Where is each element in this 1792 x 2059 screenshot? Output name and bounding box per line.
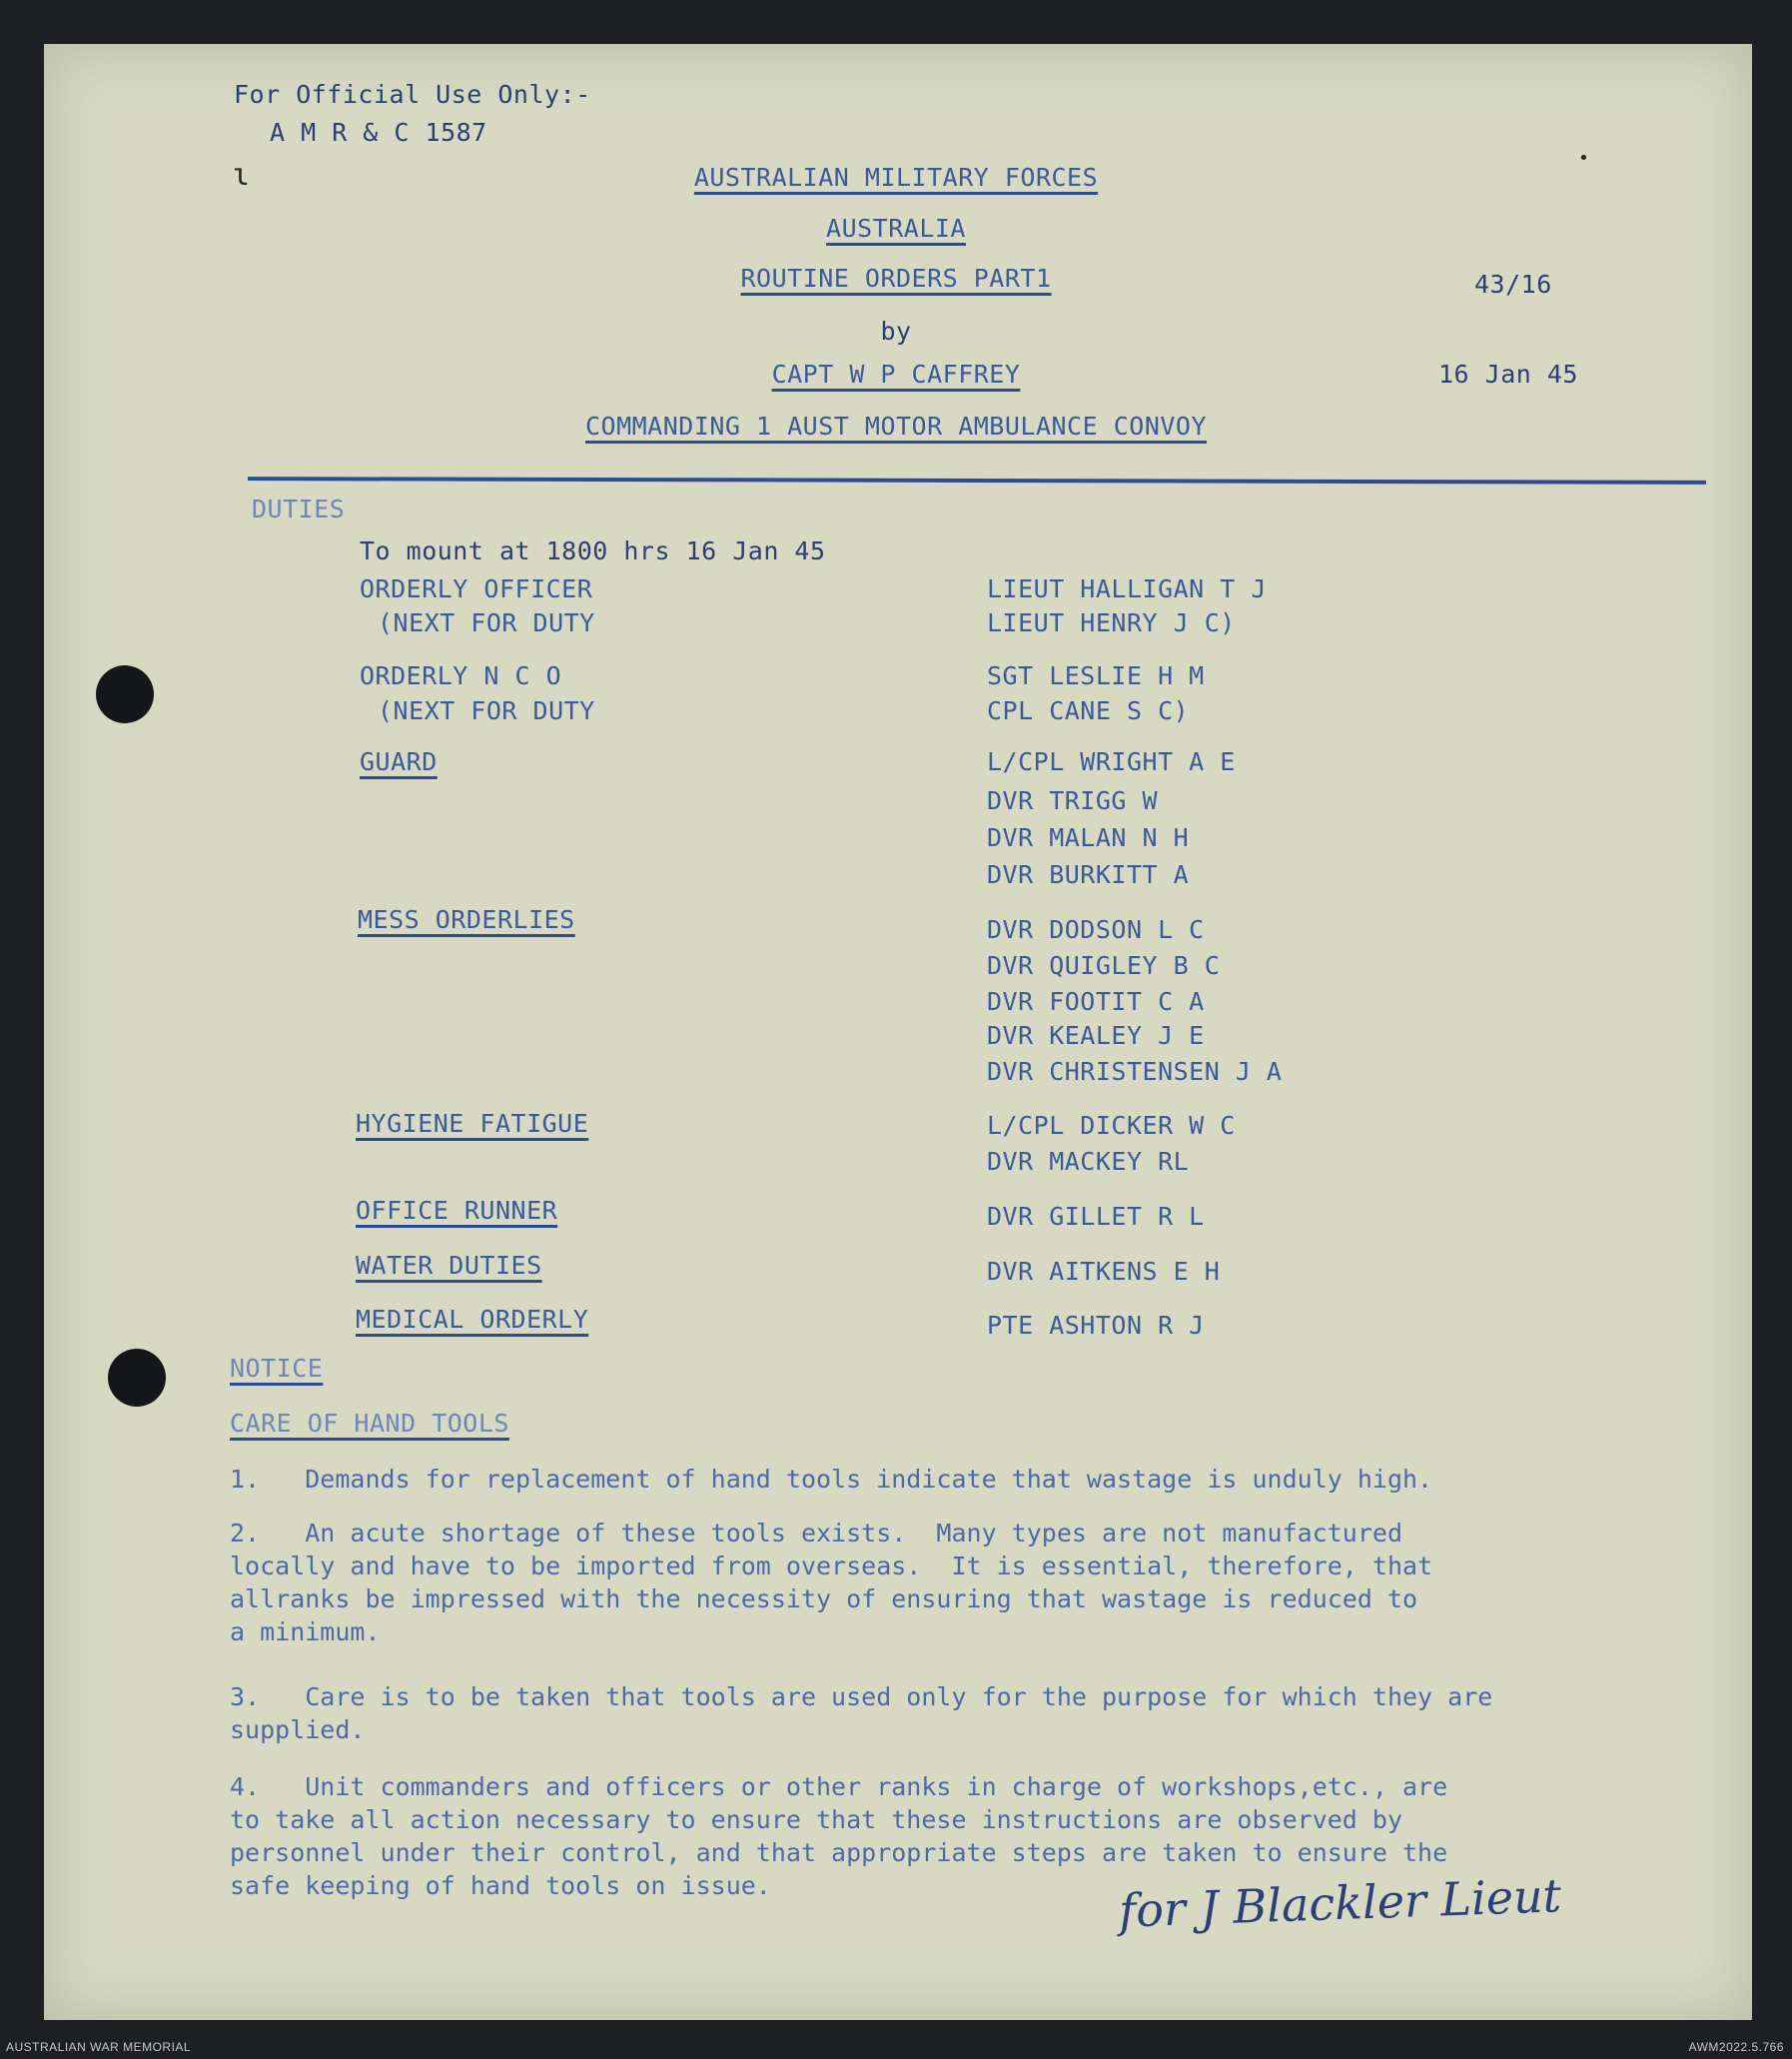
duty-mess-name: DVR CHRISTENSEN J A [987, 1057, 1283, 1086]
notice-paragraph-4: 4. Unit commanders and officers or other ranks in charge of workshops,etc., are to take all action necessary to ensure that these instructions are observed by personnel under their control, and that appropriate steps are taken to ensure the safe keeping of hand tools on issue. [230, 1772, 1448, 1900]
punch-hole [96, 665, 154, 723]
mount-line: To mount at 1800 hrs 16 Jan 45 [360, 536, 826, 565]
header-by: by [880, 317, 912, 346]
pen-mark: • [1578, 148, 1589, 169]
duty-office-runner: OFFICE RUNNER [356, 1196, 558, 1225]
duty-orderly-nco-name: SGT LESLIE H M [987, 661, 1205, 690]
duty-hygiene-name: L/CPL DICKER W C [987, 1111, 1236, 1140]
pen-mark: ɩ [232, 158, 251, 193]
duty-office-name: DVR GILLET R L [987, 1202, 1205, 1231]
duty-orderly-officer: ORDERLY OFFICER [360, 574, 593, 603]
header-line-2: AUSTRALIA [826, 214, 966, 243]
duty-medical-name: PTE ASHTON R J [987, 1311, 1205, 1340]
header-commanding: COMMANDING 1 AUST MOTOR AMBULANCE CONVOY [584, 412, 1208, 441]
reference-code: A M R & C 1587 [270, 118, 487, 147]
duty-mess-orderlies: MESS ORDERLIES [358, 905, 575, 934]
header-captain: CAPT W P CAFFREY [771, 360, 1021, 389]
duty-mess-name: DVR FOOTIT C A [987, 987, 1205, 1016]
punch-hole [108, 1349, 166, 1407]
notice-paragraph-2: 2. An acute shortage of these tools exists. Many types are not manufactured locally and have to be imported from overseas. It is essential, therefore, that allranks be impressed with the necessity of ensuring that wastage is reduced to a minimum. [230, 1519, 1433, 1646]
duty-nco-next-name: CPL CANE S C) [987, 696, 1190, 725]
footer-institution: AUSTRALIAN WAR MEMORIAL [6, 2040, 192, 2054]
duty-mess-name: DVR DODSON L C [987, 915, 1205, 944]
duty-hygiene-fatigue: HYGIENE FATIGUE [356, 1109, 589, 1138]
duty-oo-next-name: LIEUT HENRY J C) [987, 608, 1236, 637]
duty-orderly-officer-name: LIEUT HALLIGAN T J [987, 574, 1267, 603]
duty-guard-name: DVR BURKITT A [987, 860, 1190, 889]
notice-heading: NOTICE [230, 1354, 324, 1383]
duties-heading: DUTIES [252, 495, 346, 523]
official-use-label: For Official Use Only:- [234, 80, 591, 109]
notice-paragraph-3: 3. Care is to be taken that tools are used only for the purpose for which they are supplied. [230, 1682, 1493, 1744]
duty-guard-name: DVR MALAN N H [987, 823, 1190, 852]
duty-nco-next: (NEXT FOR DUTY [378, 696, 595, 725]
duty-guard-name: DVR TRIGG W [987, 786, 1159, 815]
notice-paragraph-1: 1. Demands for replacement of hand tools indicate that wastage is unduly high. [230, 1465, 1433, 1494]
duty-water-duties: WATER DUTIES [356, 1251, 542, 1280]
notice-subheading: CARE OF HAND TOOLS [230, 1409, 509, 1438]
duty-hygiene-name: DVR MACKEY RL [987, 1147, 1190, 1176]
duty-medical-orderly: MEDICAL ORDERLY [356, 1305, 589, 1334]
handwritten-signature: for J Blackler Lieut [1118, 1868, 1562, 1938]
order-number: 43/16 [1474, 270, 1552, 299]
duty-mess-name: DVR QUIGLEY B C [987, 951, 1221, 980]
footer-catalogue-id: AWM2022.5.766 [1688, 2040, 1784, 2054]
duty-orderly-nco: ORDERLY N C O [360, 661, 562, 690]
header-line-1: AUSTRALIAN MILITARY FORCES [693, 163, 1099, 192]
duty-water-name: DVR AITKENS E H [987, 1257, 1221, 1286]
duty-guard-name: L/CPL WRIGHT A E [987, 747, 1236, 776]
duty-guard: GUARD [360, 747, 438, 776]
duty-oo-next: (NEXT FOR DUTY [378, 608, 595, 637]
header-line-3: ROUTINE ORDERS PART1 [740, 264, 1052, 293]
order-date: 16 Jan 45 [1438, 360, 1578, 389]
duty-mess-name: DVR KEALEY J E [987, 1021, 1205, 1050]
